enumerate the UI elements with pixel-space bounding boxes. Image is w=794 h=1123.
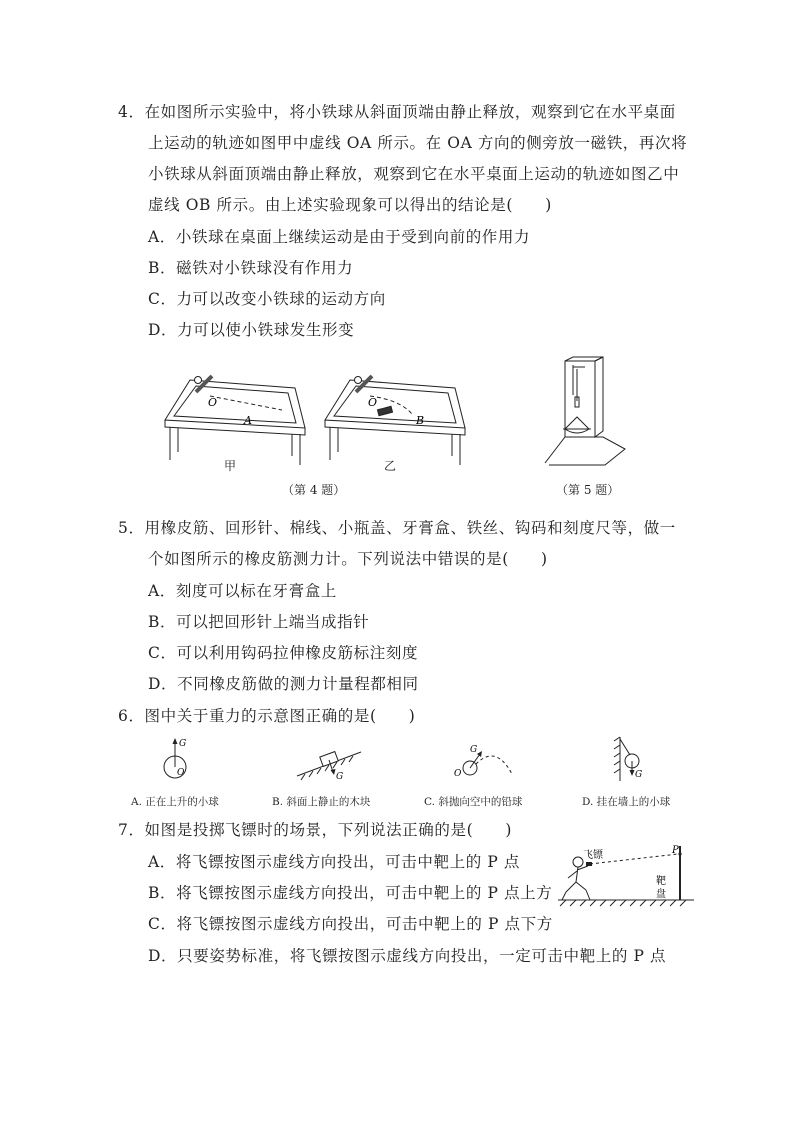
q4-option-b: B．磁铁对小铁球没有作用力 xyxy=(148,259,354,277)
q7-option-d: D．只要姿势标准，将飞镖按图示虚线方向投出，一定可击中靶上的 P 点 xyxy=(148,947,667,965)
q5-option-c: C．可以利用钩码拉伸橡皮筋标注刻度 xyxy=(148,644,419,662)
q7-option-c: C．将飞镖按图示虚线方向投出，可击中靶上的 P 点下方 xyxy=(148,915,553,933)
q7-stem: 7．如图是投掷飞镖时的场景，下列说法正确的是( ) xyxy=(118,821,513,839)
q5-option-a: A．刻度可以标在牙膏盒上 xyxy=(148,582,337,600)
q4-stem-line-1: 4．在如图所示实验中，将小铁球从斜面顶端由静止释放，观察到它在水平桌面 xyxy=(118,103,676,121)
q6-a-o: O xyxy=(177,768,185,778)
q5-figure-spring-scale xyxy=(545,355,645,470)
q5-option-d: D．不同橡皮筋做的测力计量程都相同 xyxy=(148,675,419,693)
q4-yi-point-o: O xyxy=(368,396,378,409)
q6-figure-c xyxy=(450,740,520,785)
q4-figure-yi xyxy=(320,370,470,470)
q4-stem-line-3: 小铁球从斜面顶端由静止释放，观察到它在水平桌面上运动的轨迹如图乙中 xyxy=(148,165,680,183)
q6-d-g: G xyxy=(635,770,643,780)
q7-figure-dart-throw xyxy=(556,840,701,915)
q5-stem-line-2: 个如图所示的橡皮筋测力计。下列说法中错误的是( ) xyxy=(148,550,548,568)
q6-a-g: G xyxy=(179,739,187,749)
q4-yi-point-b: B xyxy=(416,414,425,427)
q6-figure-b xyxy=(295,740,365,785)
q6-stem: 6．图中关于重力的示意图正确的是( ) xyxy=(118,707,416,725)
q6-c-g: G xyxy=(470,745,478,755)
q4-figure-jia xyxy=(160,370,310,470)
q5-option-b: B．可以把回形针上端当成指针 xyxy=(148,613,370,631)
q4-figure-caption: （第 4 题） xyxy=(282,483,346,497)
q5-figure-caption: （第 5 题） xyxy=(556,483,620,497)
q7-option-a: A．将飞镖按图示虚线方向投出，可击中靶上的 P 点 xyxy=(148,853,520,871)
q6-caption-a: A. 正在上升的小球 xyxy=(131,796,219,808)
q4-fig-jia-label: 甲 xyxy=(224,459,237,473)
q4-fig-yi-label: 乙 xyxy=(384,459,397,473)
q4-stem-line-2: 上运动的轨迹如图甲中虚线 OA 所示。在 OA 方向的侧旁放一磁铁，再次将 xyxy=(148,134,688,152)
q4-option-d: D．力可以使小铁球发生形变 xyxy=(148,321,355,339)
q6-caption-c: C. 斜抛向空中的铅球 xyxy=(424,796,523,808)
q6-b-g: G xyxy=(336,772,344,782)
q4-jia-point-a: A xyxy=(244,414,252,427)
q7-point-p: P xyxy=(672,845,679,856)
q7-target-label-1: 靶 xyxy=(656,876,666,887)
q5-stem-line-1: 5．用橡皮筋、回形针、棉线、小瓶盖、牙膏盒、铁丝、钩码和刻度尺等，做一 xyxy=(118,519,676,537)
q4-stem-line-4: 虚线 OB 所示。由上述实验现象可以得出的结论是( ) xyxy=(148,196,552,214)
q4-option-c: C．力可以改变小铁球的运动方向 xyxy=(148,290,386,308)
q4-option-a: A．小铁球在桌面上继续运动是由于受到向前的作用力 xyxy=(148,228,531,246)
q6-figure-d xyxy=(612,735,662,785)
q7-dart-label: 飞镖 xyxy=(583,850,603,861)
q4-jia-point-o: O xyxy=(208,396,218,409)
q7-target-label-2: 盘 xyxy=(656,889,666,900)
q6-caption-b: B. 斜面上静止的木块 xyxy=(272,796,371,808)
q7-option-b: B．将飞镖按图示虚线方向投出，可击中靶上的 P 点上方 xyxy=(148,884,553,902)
q6-figure-a xyxy=(155,735,205,785)
q6-c-o: O xyxy=(454,769,462,779)
q6-caption-d: D. 挂在墙上的小球 xyxy=(582,796,671,808)
